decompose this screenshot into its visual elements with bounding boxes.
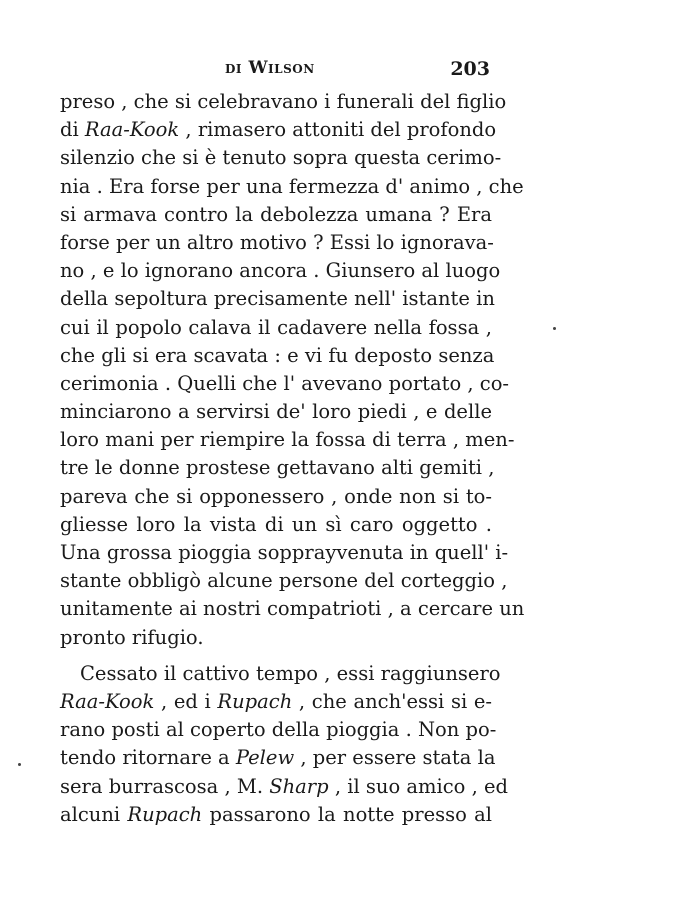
text-run: silenzio che si è tenuto sopra questa cerimo- <box>60 146 502 170</box>
text-line <box>60 539 509 567</box>
text-line <box>60 688 492 716</box>
text-run: Una grossa pioggia sopprayvenuta in quell' i- <box>60 541 509 564</box>
text-run: della sepoltura precisamente nell' istante in <box>60 287 495 311</box>
page-number: 203 <box>450 58 490 80</box>
print-speck-right <box>553 327 556 330</box>
print-speck-left <box>18 763 21 766</box>
text-run: loro mani per riempire la fossa di terra , men- <box>60 428 515 452</box>
text-line <box>60 285 495 313</box>
text-line <box>60 426 515 454</box>
text-line <box>60 88 507 116</box>
text-run: pareva che si opponessero , onde non si to- <box>60 484 492 508</box>
text-run: preso , che si celebravano i funerali del figlio <box>60 90 507 113</box>
text-run: unitamente ai nostri compatrioti , a cercare un <box>60 597 525 621</box>
italic-name: Pelew <box>235 746 295 770</box>
text-line <box>60 116 497 144</box>
text-run: cui il popolo calava il cadavere nella fossa , <box>60 315 492 339</box>
text-line <box>60 624 492 652</box>
text-run: , ed i <box>154 689 218 713</box>
text-run: alcuni <box>60 802 128 826</box>
text-run: nia . Era forse per una fermezza d' animo , che <box>60 174 524 198</box>
text-run: di <box>60 118 85 142</box>
italic-name: Raa-Kook <box>60 689 155 713</box>
italic-name: Rupach <box>217 689 293 713</box>
paragraph-gap <box>60 652 492 660</box>
text-line <box>60 257 501 285</box>
text-line <box>60 370 510 398</box>
text-line <box>60 744 496 772</box>
text-run: no , e lo ignorano ancora . Giunsero al luogo <box>60 259 501 283</box>
text-line <box>60 398 492 426</box>
text-line <box>60 144 502 172</box>
text-run: sera burrascosa , M. <box>60 774 270 798</box>
page-header <box>60 58 490 88</box>
running-head: di Wilson <box>225 58 315 78</box>
text-run: gliesse loro la vista di un sì caro oggetto . <box>60 512 492 536</box>
text-line <box>60 314 492 342</box>
body-text <box>60 88 525 829</box>
text-line <box>60 567 508 595</box>
text-run: rano posti al coperto della pioggia . Non po- <box>60 718 497 742</box>
text-run: si armava contro la debolezza umana ? Era <box>60 202 492 226</box>
text-run: , il suo amico , ed <box>328 774 509 798</box>
italic-name: Rupach <box>127 802 203 826</box>
paragraph-1 <box>60 88 525 652</box>
text-line <box>60 454 495 482</box>
text-line <box>60 511 492 539</box>
text-run: , che anch'essi si e- <box>292 689 492 713</box>
text-run: passarono la notte presso al <box>202 802 492 826</box>
text-run: tre le donne prostese gettavano alti gemiti , <box>60 456 495 480</box>
text-line <box>60 201 492 229</box>
text-run: , rimasero attoniti del profondo <box>179 118 497 142</box>
text-run: stante obbligò alcune persone del corteggio , <box>60 569 508 593</box>
text-run: , per essere stata la <box>294 746 496 770</box>
italic-name: Sharp <box>269 774 329 798</box>
text-line <box>60 173 524 201</box>
text-run: pronto rifugio. <box>60 625 204 649</box>
text-line <box>60 595 525 623</box>
text-line <box>60 342 495 370</box>
paragraph-2 <box>60 660 509 829</box>
text-line <box>60 773 509 801</box>
text-run: Cessato il cattivo tempo , essi raggiunsero <box>80 661 501 685</box>
text-line <box>60 801 492 829</box>
italic-name: Raa-Kook <box>84 118 180 142</box>
text-line <box>60 483 492 511</box>
text-run: minciarono a servirsi de' loro piedi , e delle <box>60 400 492 424</box>
text-line <box>60 716 497 744</box>
text-run: cerimonia . Quelli che l' avevano portato , co- <box>60 371 510 395</box>
text-line <box>60 660 501 688</box>
text-run: che gli si era scavata : e vi fu deposto senza <box>60 343 495 367</box>
text-run: tendo ritornare a <box>60 746 236 770</box>
text-line <box>60 229 492 257</box>
text-run: forse per un altro motivo ? Essi lo ignorava- <box>60 230 494 254</box>
